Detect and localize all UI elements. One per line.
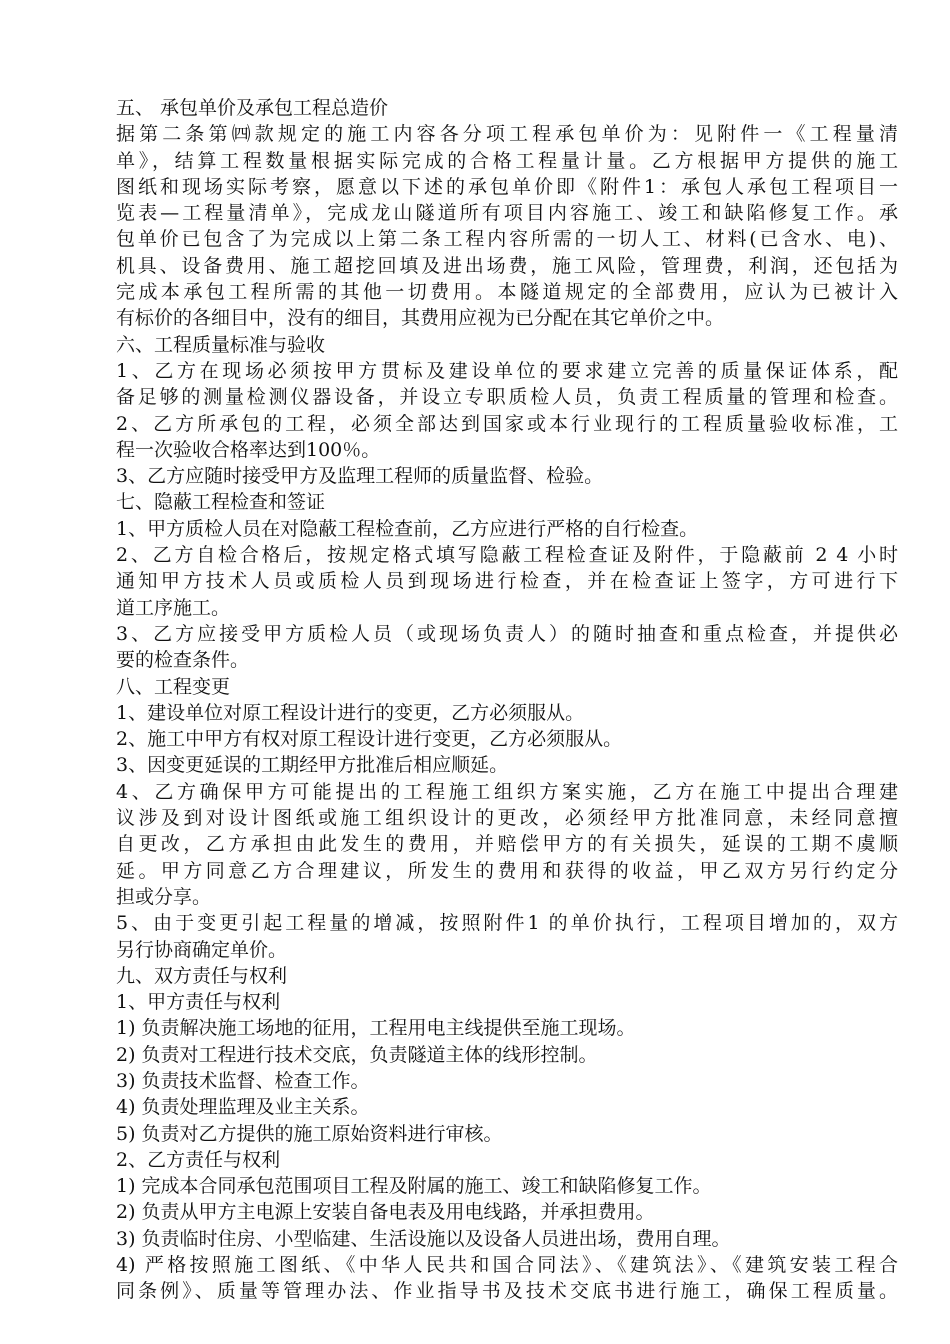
text-line: 担或分享。: [116, 885, 212, 908]
text-line: 4) 负责处理监理及业主关系。: [116, 1096, 370, 1119]
text-line: 同条例》、质量等管理办法、作业指导书及技术交底书进行施工，确保工程质量。: [116, 1280, 898, 1303]
text-line: 1) 负责解决施工场地的征用，工程用电主线提供至施工现场。: [116, 1017, 636, 1040]
text-line: 备足够的测量检测仪器设备，并设立专职质检人员，负责工程质量的管理和检查。: [116, 386, 898, 409]
text-line: 程一次验收合格率达到100％。: [116, 438, 381, 461]
text-line: 1、乙方在现场必须按甲方贯标及建设单位的要求建立完善的质量保证体系，配: [116, 359, 898, 382]
text-line: 八、工程变更: [116, 675, 231, 698]
text-line: 2、乙方责任与权利: [116, 1148, 281, 1171]
text-line: 另行协商确定单价。: [116, 938, 288, 961]
text-line: 3、乙方应接受甲方质检人员（或现场负责人）的随时抽查和重点检查，并提供必: [116, 622, 898, 645]
text-line: 七、隐蔽工程检查和签证: [116, 491, 326, 514]
text-line: 五、 承包单价及承包工程总造价: [116, 97, 389, 119]
text-line: 1、甲方责任与权利: [116, 991, 281, 1014]
text-line: 包单价已包含了为完成以上第二条工程内容所需的一切人工、材料(已含水、电)、: [116, 228, 898, 251]
text-line: 2) 负责从甲方主电源上安装自备电表及用电线路，并承担费用。: [116, 1201, 655, 1224]
text-line: 延。甲方同意乙方合理建议，所发生的费用和获得的收益，甲乙双方另行约定分: [116, 859, 898, 882]
text-line: 据第二条第㈣款规定的施工内容各分项工程承包单价为：见附件一《工程量清: [116, 123, 898, 146]
text-line: 议涉及到对设计图纸或施工组织设计的更改，必须经甲方批准同意，未经同意擅: [116, 807, 898, 830]
text-line: 道工序施工。: [116, 596, 231, 619]
text-line: 1、建设单位对原工程设计进行的变更，乙方必须服从。: [116, 701, 585, 724]
text-line: 4) 严格按照施工图纸、《中华人民共和国合同法》、《建筑法》、《建筑安装工程合: [116, 1254, 898, 1277]
text-line: 要的检查条件。: [116, 649, 250, 672]
text-line: 机具、设备费用、施工超挖回填及进出场费，施工风险，管理费，利润，还包括为: [116, 254, 898, 277]
text-line: 1、甲方质检人员在对隐蔽工程检查前，乙方应进行严格的自行检查。: [116, 517, 699, 540]
text-line: 图纸和现场实际考察，愿意以下述的承包单价即《附件1：承包人承包工程项目一: [116, 175, 898, 198]
text-line: 单》，结算工程数量根据实际完成的合格工程量计量。乙方根据甲方提供的施工: [116, 149, 898, 172]
text-line: 3) 负责临时住房、小型临建、生活设施以及设备人员进出场，费用自理。: [116, 1227, 731, 1250]
text-line: 5) 负责对乙方提供的施工原始资料进行审核。: [116, 1122, 503, 1145]
text-line: 2、乙方自检合格后，按规定格式填写隐蔽工程检查证及附件，于隐蔽前 2 4 小时: [116, 544, 898, 567]
text-line: 2) 负责对工程进行技术交底，负责隧道主体的线形控制。: [116, 1043, 598, 1066]
text-line: 六、工程质量标准与验收: [116, 333, 326, 356]
text-line: 1) 完成本合同承包范围项目工程及附属的施工、竣工和缺陷修复工作。: [116, 1175, 712, 1198]
text-line: 2、乙方所承包的工程，必须全部达到国家或本行业现行的工程质量验收标准，工: [116, 412, 898, 435]
text-line: 通知甲方技术人员或质检人员到现场进行检查，并在检查证上签字，方可进行下: [116, 570, 898, 593]
text-line: 3、因变更延误的工期经甲方批准后相应顺延。: [116, 754, 509, 777]
text-line: 3、乙方应随时接受甲方及监理工程师的质量监督、检验。: [116, 465, 604, 488]
text-line: 4、乙方确保甲方可能提出的工程施工组织方案实施，乙方在施工中提出合理建: [116, 780, 898, 803]
text-line: 览表—工程量清单》，完成龙山隧道所有项目内容施工、竣工和缺陷修复工作。承: [116, 202, 898, 225]
text-line: 有标价的各细目中，没有的细目，其费用应视为已分配在其它单价之中。: [116, 307, 725, 330]
text-line: 2、施工中甲方有权对原工程设计进行变更，乙方必须服从。: [116, 728, 623, 751]
text-line: 自更改，乙方承担由此发生的费用，并赔偿甲方的有关损失，延误的工期不虞顺: [116, 833, 898, 856]
document-page: [116, 95, 898, 1305]
text-line: 5、由于变更引起工程量的增减，按照附件1 的单价执行，工程项目增加的，双方: [116, 912, 898, 935]
text-line: 九、双方责任与权利: [116, 964, 288, 987]
text-line: 完成本承包工程所需的其他一切费用。本隧道规定的全部费用，应认为已被计入: [116, 281, 898, 304]
text-line: 3) 负责技术监督、检查工作。: [116, 1069, 370, 1092]
